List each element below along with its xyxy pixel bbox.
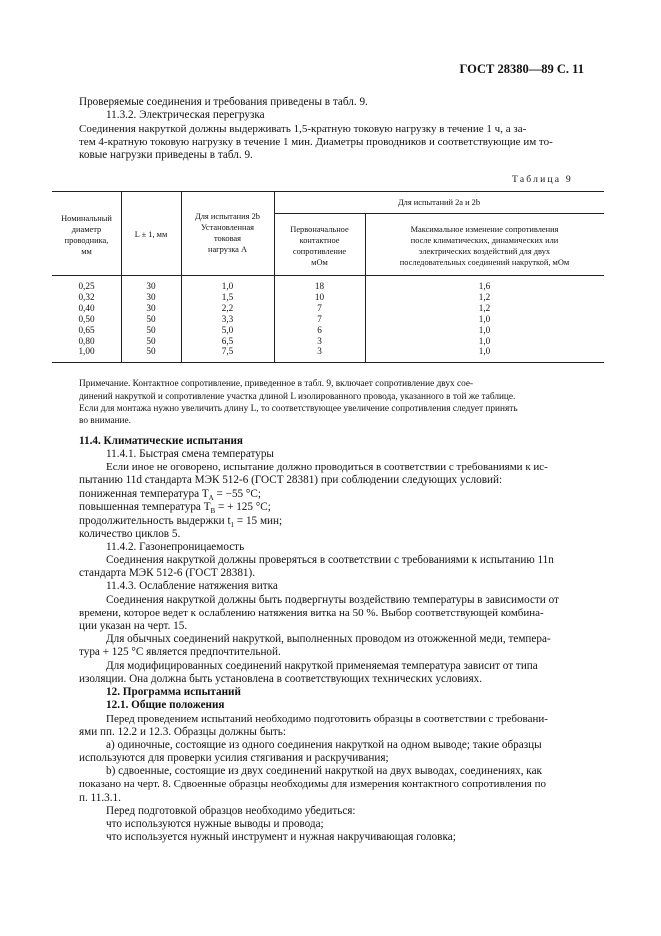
column-max-change	[365, 281, 604, 357]
column-diameter	[52, 281, 121, 357]
table-cell: 10	[314, 291, 325, 302]
table-note: Если для монтажа нужно увеличить длину L, то соответствующее увеличение сопротивления следует принять	[79, 404, 518, 414]
header-diameter-line: мм	[81, 247, 92, 256]
table-cell: 30	[146, 302, 156, 313]
table-header-rule	[52, 275, 604, 276]
body-text: Перед проведением испытаний необходимо подготовить образцы в соответствии с требовани-	[106, 713, 548, 725]
body-text: Если иное не оговорено, испытание должно проводиться в соответствии с требованиями к ис-	[106, 461, 548, 473]
table-cell: 3	[317, 346, 322, 357]
condition-label: пониженная температура T	[79, 488, 209, 500]
table-cell: 1,0	[478, 313, 491, 324]
table-bottom-rule	[52, 362, 604, 363]
body-text: показано на черт. 8. Сдвоенные образцы необходимы для измерения контактного сопротивления по	[79, 778, 546, 790]
table-cell: 0,32	[78, 291, 95, 302]
header-diameter-line: проводника,	[64, 236, 109, 245]
header-initial-line: сопротивление	[292, 247, 347, 256]
header-max-line: последовательных соединений накруткой, мОм	[399, 258, 570, 267]
body-text: Перед подготовкой образцов необходимо убедиться:	[106, 805, 356, 817]
table-cell: 50	[146, 335, 156, 346]
table-cell: 1,2	[478, 302, 491, 313]
table-group-rule	[274, 213, 604, 214]
table-cell: 3,3	[221, 313, 234, 324]
table-cell: 30	[146, 291, 156, 302]
body-text: а) одиночные, состоящие из одного соединения накруткой на одном выводе; такие образцы	[106, 739, 542, 751]
table-cell: 50	[146, 346, 156, 357]
header-test-2b	[181, 211, 274, 255]
header-max-line: после климатических, динамических или	[410, 236, 559, 245]
table-cell: 1,0	[478, 346, 491, 357]
table-top-rule	[52, 191, 604, 192]
table-note: динений накруткой и сопротивление участка длиной L изолированного провода, указанного в той же таблице.	[79, 392, 516, 402]
table-cell: 30	[146, 281, 156, 291]
body-text: стандарта МЭК 512-6 (ГОСТ 28381).	[79, 567, 256, 579]
condition-value: = + 125 °С;	[215, 501, 271, 513]
body-text: п. 11.3.1.	[79, 792, 121, 804]
body-text: что используется нужный инструмент и нужная накручивающая головка;	[106, 831, 456, 843]
body-text: изоляции. Она должна быть установлена в соответствующих технических условиях.	[79, 673, 483, 685]
subsection-heading: 11.4.3. Ослабление натяжения витка	[106, 580, 278, 592]
body-text: пытанию 11d стандарта МЭК 512-6 (ГОСТ 28381) при соблюдении следующих условий:	[79, 474, 503, 486]
body-text: Для обычных соединений накруткой, выполненных проводом из отожженной меди, темпера-	[106, 633, 551, 645]
header-initial-line: контактное	[299, 236, 340, 245]
table-note: во внимание.	[79, 416, 131, 426]
table-cell: 0,65	[78, 324, 95, 335]
header-initial-line: мОм	[311, 258, 328, 267]
header-test-2b-line: токовая	[214, 234, 241, 243]
table-cell: 1,0	[221, 281, 234, 291]
table-cell: 6	[317, 324, 322, 335]
body-text: ции указан на черт. 15.	[79, 620, 188, 632]
body-text: Для модифицированных соединений накруткой применяемая температура зависит от типа	[106, 660, 538, 672]
table-cell: 0,40	[78, 302, 95, 313]
table-cell: 5,0	[221, 324, 234, 335]
subsection-heading: 11.4.2. Газонепроницаемость	[106, 541, 245, 553]
header-initial-line: Первоначальное	[290, 225, 349, 234]
table-cell: 0,25	[78, 281, 95, 291]
table-cell: 1,0	[478, 324, 491, 335]
body-text: Соединения накруткой должны быть подвергнуты воздействию температуры в зависимости от	[106, 594, 559, 606]
subsection-heading: 11.4.1. Быстрая смена температуры	[106, 448, 274, 460]
table-cell: 0,80	[78, 335, 95, 346]
body-text: Соединения накруткой должны проверяться в соответствии с требованиями к испытанию 11n	[106, 554, 554, 566]
header-test-2b-line: нагрузка А	[207, 245, 247, 254]
table-cell: 7	[317, 302, 322, 313]
body-text: тура + 125 °С является предпочтительной.	[79, 646, 281, 658]
table-cell: 3	[317, 335, 322, 346]
table-cell: 1,00	[78, 346, 95, 357]
section-heading-11-4: 11.4. Климатические испытания	[79, 435, 243, 447]
table-cell: 0,50	[78, 313, 95, 324]
table-cell: 7	[317, 313, 322, 324]
table-cell: 7,5	[221, 346, 234, 357]
condition-value: = −55 °С;	[213, 488, 261, 500]
table-cell: 1,5	[221, 291, 234, 302]
header-initial-resistance	[274, 224, 365, 268]
intro-line: тем 4-кратную токовую нагрузку в течение 1 мин. Диаметры проводников и соответствующие им то-	[79, 136, 553, 148]
subscript: A	[208, 494, 214, 503]
header-diameter-line: диаметр	[71, 225, 102, 234]
body-text: что используются нужные выводы и провода;	[106, 818, 324, 830]
condition-label: повышенная температура T	[79, 501, 211, 513]
header-max-line: Максимальное изменение сопротивления	[410, 225, 559, 234]
table-cell: 6,5	[221, 335, 234, 346]
column-length	[121, 281, 181, 357]
table-cell: 2,2	[221, 302, 234, 313]
table-cell: 50	[146, 324, 156, 335]
condition-label: продолжительность выдержки t	[79, 515, 231, 527]
section-heading-11-3-2: 11.3.2. Электрическая перегрузка	[106, 109, 265, 121]
table-caption: Таблица 9	[512, 174, 573, 185]
header-max-change	[365, 224, 604, 268]
header-test-2b-line: Установленная	[200, 223, 255, 232]
body-text: b) сдвоенные, состоящие из двух соединений накруткой на двух выводах, соединениях, как	[106, 765, 542, 777]
table-cell: 1,6	[478, 281, 491, 291]
condition-value: = 15 мин;	[234, 515, 283, 527]
subscript: B	[210, 507, 216, 516]
subsection-heading-12-1: 12.1. Общие положения	[106, 699, 225, 711]
header-length: L ± 1, мм	[134, 230, 168, 239]
table-cell: 1,2	[478, 291, 491, 302]
intro-line: ковые нагрузки приведены в табл. 9.	[79, 149, 253, 161]
header-group: Для испытаний 2а и 2b	[397, 198, 481, 207]
intro-line: Соединения накруткой должны выдерживать 1,5-кратную токовую нагрузку в течение 1 ч, а за-	[79, 123, 527, 135]
table-cell: 18	[314, 281, 325, 291]
header-diameter-line: Номинальный	[61, 214, 112, 223]
column-current-load	[181, 281, 274, 357]
header-max-line: электрических воздействий для двух	[418, 247, 551, 256]
table-note: Примечание. Контактное сопротивление, приведенное в табл. 9, включает сопротивление двух сое-	[79, 379, 474, 389]
column-initial-resistance	[274, 281, 365, 357]
section-heading-12: 12. Программа испытаний	[106, 686, 241, 698]
body-text: ями пп. 12.2 и 12.3. Образцы должны быть:	[79, 726, 287, 738]
body-text: используются для проверки усилия стягивания и раскручивания;	[79, 752, 389, 764]
subscript: 1	[230, 521, 235, 530]
table-cell: 1,0	[478, 335, 491, 346]
page-header: ГОСТ 28380—89 С. 11	[459, 62, 584, 76]
body-text: времени, которое ведет к ослаблению натяжения витка на 50 %. Выбор соответствующей комбина-	[79, 607, 544, 619]
header-test-2b-line: Для испытания 2b	[195, 212, 260, 221]
condition-cycles: количество циклов 5.	[79, 528, 181, 540]
table-cell: 50	[146, 313, 156, 324]
intro-line: Проверяемые соединения и требования приведены в табл. 9.	[79, 96, 368, 108]
header-diameter	[52, 213, 121, 257]
